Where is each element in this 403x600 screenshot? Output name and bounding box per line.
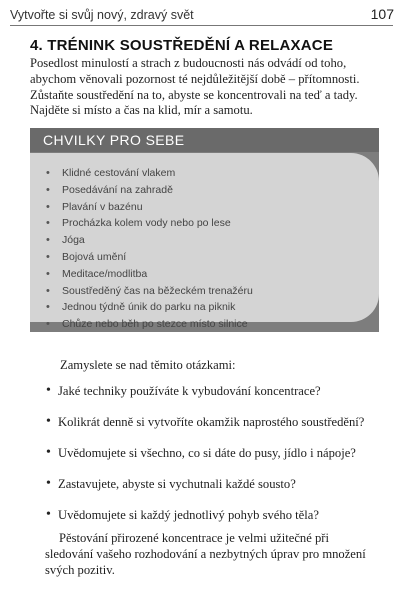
- list-item: • Klidné cestování vlakem: [60, 165, 253, 182]
- question-item: • Uvědomujete si každý jednotlivý pohyb svého těla?: [46, 507, 364, 538]
- list-item: • Plavání v bazénu: [60, 199, 253, 216]
- list-item: • Jóga: [60, 232, 253, 249]
- questions-list: [46, 383, 364, 538]
- page-number: 107: [370, 6, 394, 22]
- list-item: • Meditace/modlitba: [60, 266, 253, 283]
- sidebar-box-list: [60, 165, 253, 333]
- list-item: • Posedávání na zahradě: [60, 182, 253, 199]
- question-item: • Kolikrát denně si vytvoříte okamžik naprostého soustředění?: [46, 414, 364, 445]
- list-item: • Soustředěný čas na běžeckém trenažéru: [60, 283, 253, 300]
- header-divider: [10, 25, 393, 26]
- question-item: • Zastavujete, abyste si vychutnali každé sousto?: [46, 476, 364, 507]
- intro-paragraph: Posedlost minulostí a strach z budoucnosti nás odvádí od toho, abychom věnovali pozornost té nejdůležitější době – přítomnosti. Zůstaňte soustředění na to, abyste se koncentrovali na teď a tady. Najděte si místo a čas na klid, mír a samotu.: [30, 56, 360, 118]
- list-item: • Jednou týdně únik do parku na piknik: [60, 299, 253, 316]
- list-item: • Procházka kolem vody nebo po lese: [60, 215, 253, 232]
- running-header: Vytvořte si svůj nový, zdravý svět: [10, 8, 194, 22]
- question-item: • Uvědomujete si všechno, co si dáte do pusy, jídlo i nápoje?: [46, 445, 364, 476]
- question-item: • Jaké techniky používáte k vybudování koncentrace?: [46, 383, 364, 414]
- questions-intro: Zamyslete se nad těmito otázkami:: [60, 358, 236, 372]
- section-title: 4. TRÉNINK SOUSTŘEDĚNÍ A RELAXACE: [30, 37, 334, 54]
- closing-paragraph: Pěstování přirozené koncentrace je velmi užitečné při sledování vašeho rozhodování a nezbytných úprav pro množení svých pozitiv.: [45, 531, 366, 577]
- sidebar-box-title: CHVILKY PRO SEBE: [43, 132, 185, 148]
- list-item: • Bojová umění: [60, 249, 253, 266]
- list-item: • Chůze nebo běh po stezce místo silnice: [60, 316, 253, 333]
